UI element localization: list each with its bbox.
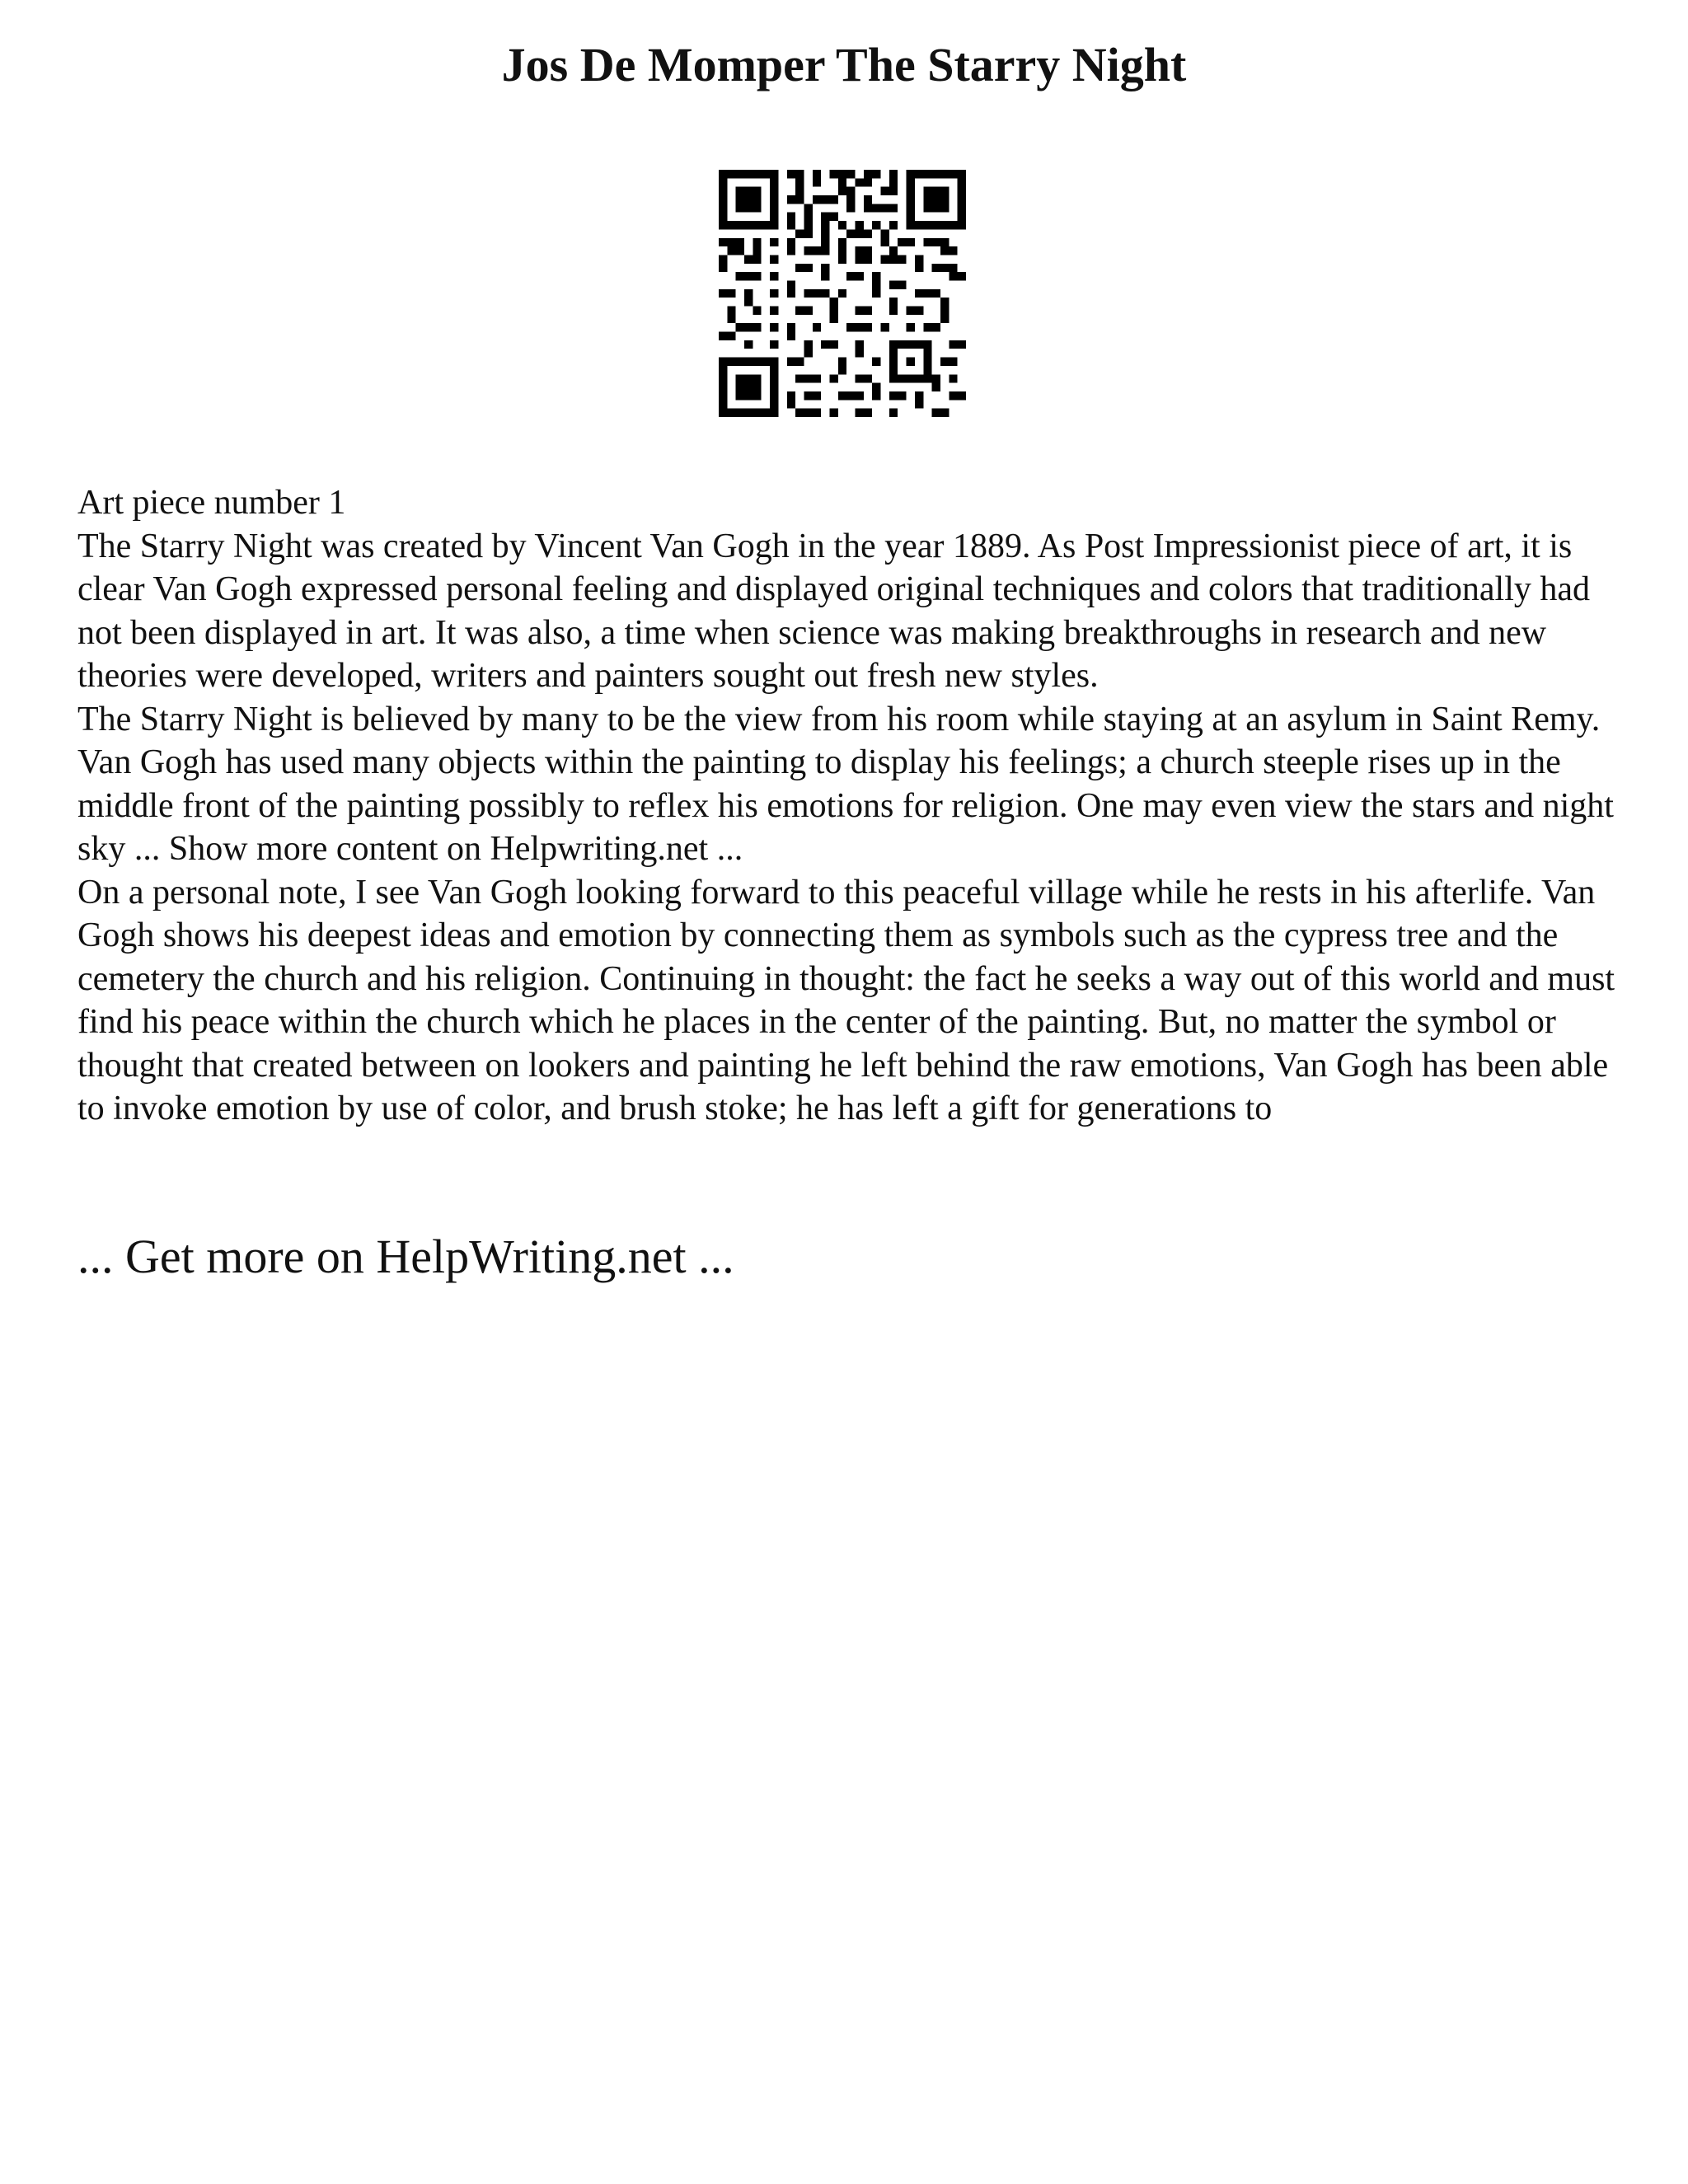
article-subheading: Art piece number 1 bbox=[77, 484, 346, 522]
page-title: Jos De Momper The Starry Night bbox=[501, 38, 1187, 91]
article-paragraph: The Starry Night was created by Vincent Van Gogh in the year 1889. As Post Impressionist piece of art, it is clear Van Gogh expressed personal feeling and displayed original techniques and colors that traditionally had not been displayed in art. It was also, a time when science was making breakthroughs in research and new theories were developed, writers and painters sought out fresh new styles. bbox=[77, 527, 1590, 695]
article-paragraph: The Starry Night is believed by many to be the view from his room while staying at an asylum in Saint Remy. Van Gogh has used many objects within the painting to display his feelings; a church steeple rises up in the middle front of the painting possibly to reflex his emotions for religion. One may even view the stars and night sky ... Show more content on Helpwriting.net ... bbox=[77, 700, 1614, 868]
get-more-link[interactable]: ... Get more on HelpWriting.net ... bbox=[77, 1230, 734, 1283]
article-paragraph: On a personal note, I see Van Gogh looking forward to this peaceful village while he rests in his afterlife. Van Gogh shows his deepest ideas and emotion by connecting them as symbols such as the cypress tree and the cemetery the church and his religion. Continuing in thought: the fact he seeks a way out of this world and must find his peace within the church which he places in the center of the painting. But, no matter the symbol or thought that created between on lookers and painting he left behind the raw emotions, Van Gogh has been able to invoke emotion by use of color, and brush stoke; he has left a gift for generations to bbox=[77, 873, 1615, 1127]
article-body bbox=[77, 481, 1627, 1131]
qr-code-icon bbox=[719, 170, 966, 417]
